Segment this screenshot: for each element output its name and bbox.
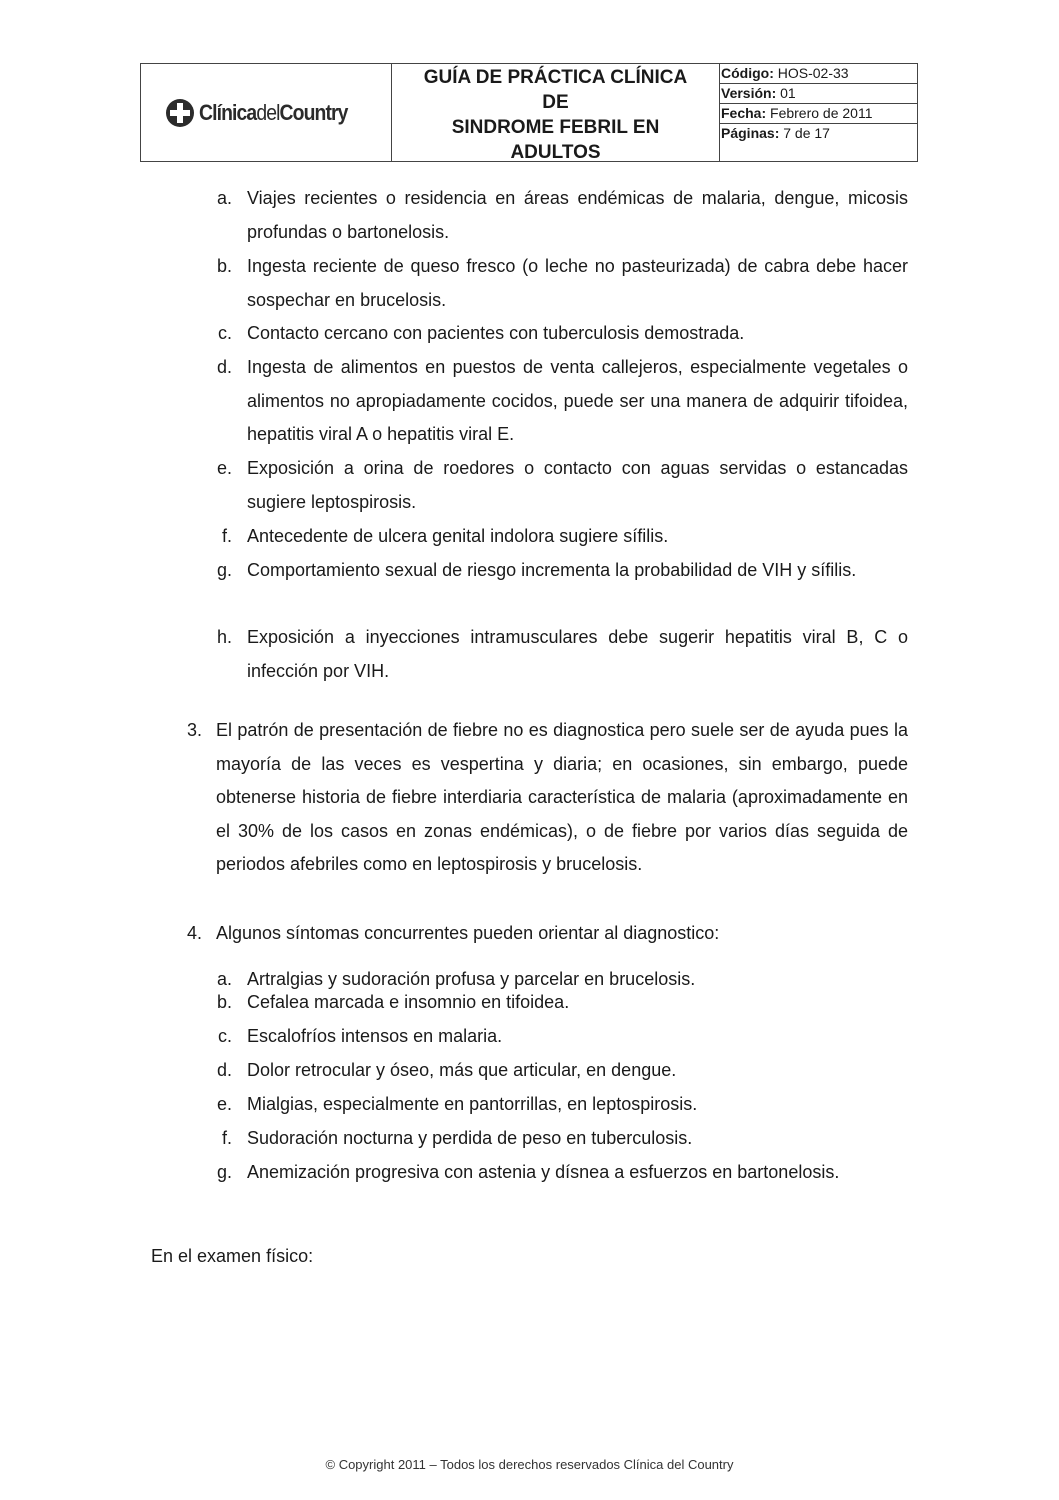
clinic-logo bbox=[141, 64, 392, 161]
meta-version: Versión: 01 bbox=[720, 84, 917, 104]
copyright-footer: © Copyright 2011 – Todos los derechos reservados Clínica del Country bbox=[325, 1457, 734, 1472]
cross-logo-icon bbox=[165, 98, 195, 128]
document-meta bbox=[720, 64, 917, 161]
section-heading: En el examen físico: bbox=[151, 1246, 314, 1266]
meta-code: Código: HOS-02-33 bbox=[720, 64, 917, 84]
logo-text: ClínicadelCountry bbox=[198, 99, 348, 125]
document-title: GUÍA DE PRÁCTICA CLÍNICA DE SINDROME FEBRIL EN ADULTOS bbox=[392, 64, 720, 161]
document-header bbox=[140, 63, 918, 162]
meta-date: Fecha: Febrero de 2011 bbox=[720, 104, 917, 124]
meta-pages: Páginas: 7 de 17 bbox=[721, 125, 830, 141]
